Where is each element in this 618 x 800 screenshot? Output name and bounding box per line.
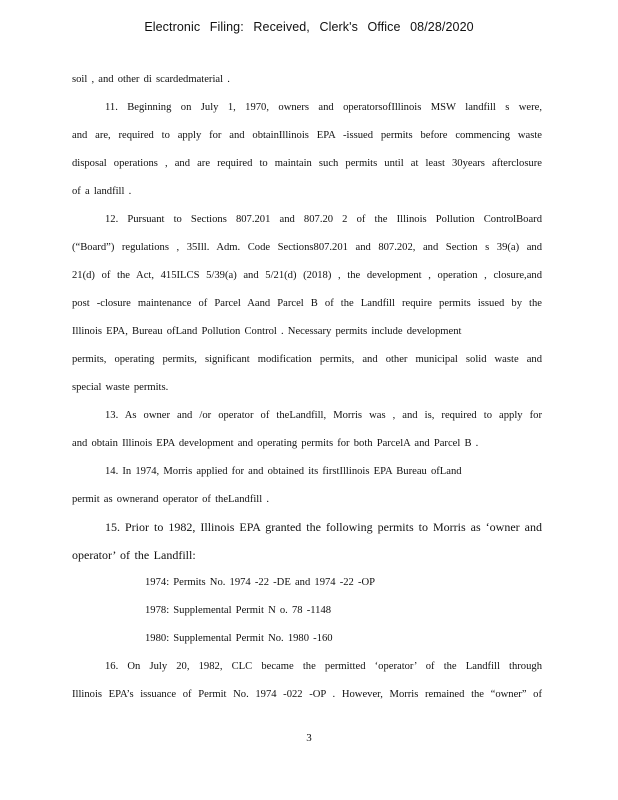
text-line-1: soil , and other di scardedmaterial . bbox=[72, 74, 230, 85]
paragraph-12-line-6: permits, operating permits, significant modification permits, and other municipal solid waste and bbox=[72, 354, 542, 365]
paragraph-11-line-3: disposal operations , and are required to maintain such permits until at least 30years afterclosure bbox=[72, 158, 542, 169]
paragraph-13-line-1: 13. As owner and /or operator of theLandfill, Morris was , and is, required to apply for bbox=[105, 410, 542, 421]
permit-list-item-1978: 1978: Supplemental Permit N o. 78 -1148 bbox=[145, 605, 332, 616]
paragraph-13-line-2: and obtain Illinois EPA development and operating permits for both ParcelA and Parcel B . bbox=[72, 438, 479, 449]
paragraph-14-line-2: permit as ownerand operator of theLandfill . bbox=[72, 494, 269, 505]
paragraph-11-line-1: 11. Beginning on July 1, 1970, owners and operatorsofIllinois MSW landfill s were, bbox=[105, 102, 542, 113]
paragraph-11-line-4: of a landfill . bbox=[72, 186, 132, 197]
paragraph-12-line-4: post -closure maintenance of Parcel Aand Parcel B of the Landfill require permits issued by the bbox=[72, 298, 542, 309]
paragraph-11-line-2: and are, required to apply for and obtainIllinois EPA -issued permits before commencing waste bbox=[72, 130, 542, 141]
paragraph-12-line-1: 12. Pursuant to Sections 807.201 and 807.20 2 of the Illinois Pollution ControlBoard bbox=[105, 214, 542, 225]
paragraph-12-line-7: special waste permits. bbox=[72, 382, 169, 393]
paragraph-12-line-3: 21(d) of the Act, 415ILCS 5/39(a) and 5/21(d) (2018) , the development , operation , closure,and bbox=[72, 270, 542, 281]
paragraph-16-line-1: 16. On July 20, 1982, CLC became the permitted ‘operator’ of the Landfill through bbox=[105, 661, 542, 672]
efiling-header: Electronic Filing: Received, Clerk's Office 08/28/2020 bbox=[144, 20, 474, 34]
paragraph-12-line-5: Illinois EPA, Bureau ofLand Pollution Control . Necessary permits include development bbox=[72, 326, 462, 337]
paragraph-16-line-2: Illinois EPA’s issuance of Permit No. 1974 -022 -OP . However, Morris remained the “owner” of bbox=[72, 689, 542, 700]
permit-list-item-1974: 1974: Permits No. 1974 -22 -DE and 1974 -22 -OP bbox=[145, 577, 376, 588]
permit-list-item-1980: 1980: Supplemental Permit No. 1980 -160 bbox=[145, 633, 333, 644]
page-number: 3 bbox=[306, 732, 312, 744]
paragraph-12-line-2: (“Board”) regulations , 35Ill. Adm. Code Sections807.201 and 807.202, and Section s 39(a) and bbox=[72, 242, 542, 253]
paragraph-15-line-2: operator’ of the Landfill: bbox=[72, 548, 196, 562]
paragraph-14-line-1: 14. In 1974, Morris applied for and obtained its firstIllinois EPA Bureau ofLand bbox=[105, 466, 462, 477]
paragraph-15-line-1: 15. Prior to 1982, Illinois EPA granted the following permits to Morris as ‘owner and bbox=[105, 520, 542, 534]
